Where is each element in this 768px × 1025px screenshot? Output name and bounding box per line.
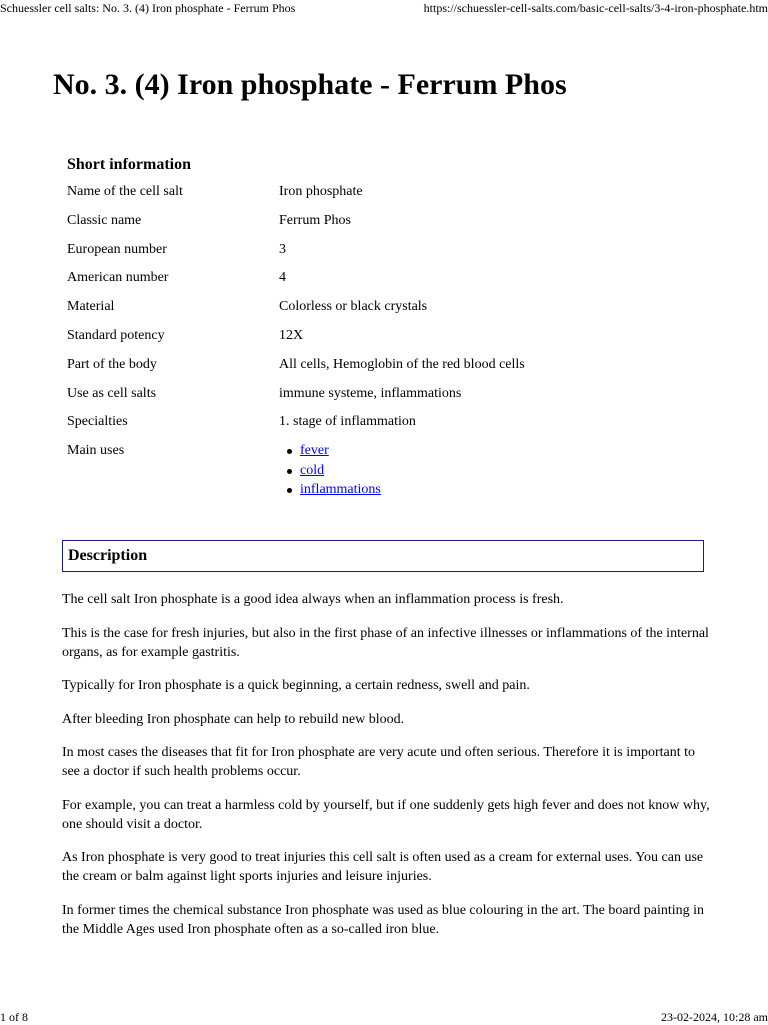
info-label: Material <box>67 299 115 315</box>
info-label: Main uses <box>67 443 125 459</box>
info-value: All cells, Hemoglobin of the red blood cells <box>279 356 525 372</box>
info-row-specialties <box>62 410 702 439</box>
info-label: Classic name <box>67 212 142 228</box>
short-info-heading: Short information <box>67 156 191 173</box>
info-label: Use as cell salts <box>67 385 157 401</box>
page-title: No. 3. (4) Iron phosphate - Ferrum Phos <box>53 68 567 101</box>
main-use-link-inflammations[interactable]: inflammations <box>300 482 381 498</box>
print-header-url: https://schuessler-cell-salts.com/basic-cell-salts/3-4-iron-phosphate.htm <box>423 1 768 15</box>
description-paragraph: The cell salt Iron phosphate is a good idea always when an inflammation process is fresh. <box>62 592 564 607</box>
info-label: Standard potency <box>67 327 165 343</box>
description-paragraph: In most cases the diseases that fit for Iron phosphate are very acute und often serious. Therefore it is important to see a doctor if such health problems occur. <box>62 745 696 779</box>
info-row-cell-salt-name <box>62 180 702 209</box>
description-paragraph: In former times the chemical substance Iron phosphate was used as blue colouring in the art. The board painting in the Middle Ages used Iron phosphate often as a so-called iron blue. <box>62 902 705 937</box>
description-paragraph: This is the case for fresh injuries, but also in the first phase of an infective illnesses or inflammations of the internal organs, as for example gastritis. <box>62 625 709 660</box>
description-paragraph: For example, you can treat a harmless cold by yourself, but if one suddenly gets high fever and does not know why, one should visit a doctor. <box>62 797 710 832</box>
main-use-link-cold[interactable]: cold <box>300 462 325 478</box>
info-row-main-uses <box>62 439 702 500</box>
info-value <box>279 441 702 500</box>
info-label: Name of the cell salt <box>67 184 183 199</box>
description-paragraph: After bleeding Iron phosphate can help to rebuild new blood. <box>62 711 405 727</box>
info-label: American number <box>67 270 169 286</box>
print-footer-datetime: 23-02-2024, 10:28 am <box>661 1010 768 1024</box>
info-row-material <box>62 295 702 324</box>
description-heading-box: Description <box>62 540 704 572</box>
info-value: immune systeme, inflammations <box>279 385 462 401</box>
info-label: Part of the body <box>67 356 157 372</box>
info-label: Specialties <box>67 414 128 430</box>
description-body <box>62 590 712 953</box>
list-item <box>300 441 702 461</box>
short-info-table <box>62 150 702 500</box>
list-item <box>300 480 702 500</box>
main-uses-list <box>279 441 702 500</box>
description-paragraph: Typically for Iron phosphate is a quick beginning, a certain redness, swell and pain. <box>62 678 530 693</box>
print-header-title: Schuessler cell salts: No. 3. (4) Iron phosphate - Ferrum Phos <box>0 1 296 15</box>
info-row-european-number <box>62 238 702 267</box>
description-paragraph: As Iron phosphate is very good to treat injuries this cell salt is often used as a cream for external uses. You can use the cream or balm against light sports injuries and leisure injuries. <box>62 850 704 884</box>
info-value: 4 <box>279 270 286 286</box>
info-row-standard-potency <box>62 324 702 353</box>
info-value: 12X <box>279 327 304 343</box>
info-row-classic-name <box>62 209 702 238</box>
info-row-part-of-body <box>62 353 702 382</box>
print-footer-page: 1 of 8 <box>0 1010 28 1024</box>
info-label: European number <box>67 241 167 257</box>
info-value: Colorless or black crystals <box>279 299 428 315</box>
info-value: 3 <box>279 241 286 257</box>
info-row-use-as-cell-salts <box>62 382 702 411</box>
info-row-american-number <box>62 266 702 295</box>
info-value: 1. stage of inflammation <box>279 414 416 430</box>
list-item <box>300 461 702 481</box>
info-value: Ferrum Phos <box>279 212 351 228</box>
main-use-link-fever[interactable]: fever <box>300 443 329 459</box>
info-value: Iron phosphate <box>279 184 363 199</box>
